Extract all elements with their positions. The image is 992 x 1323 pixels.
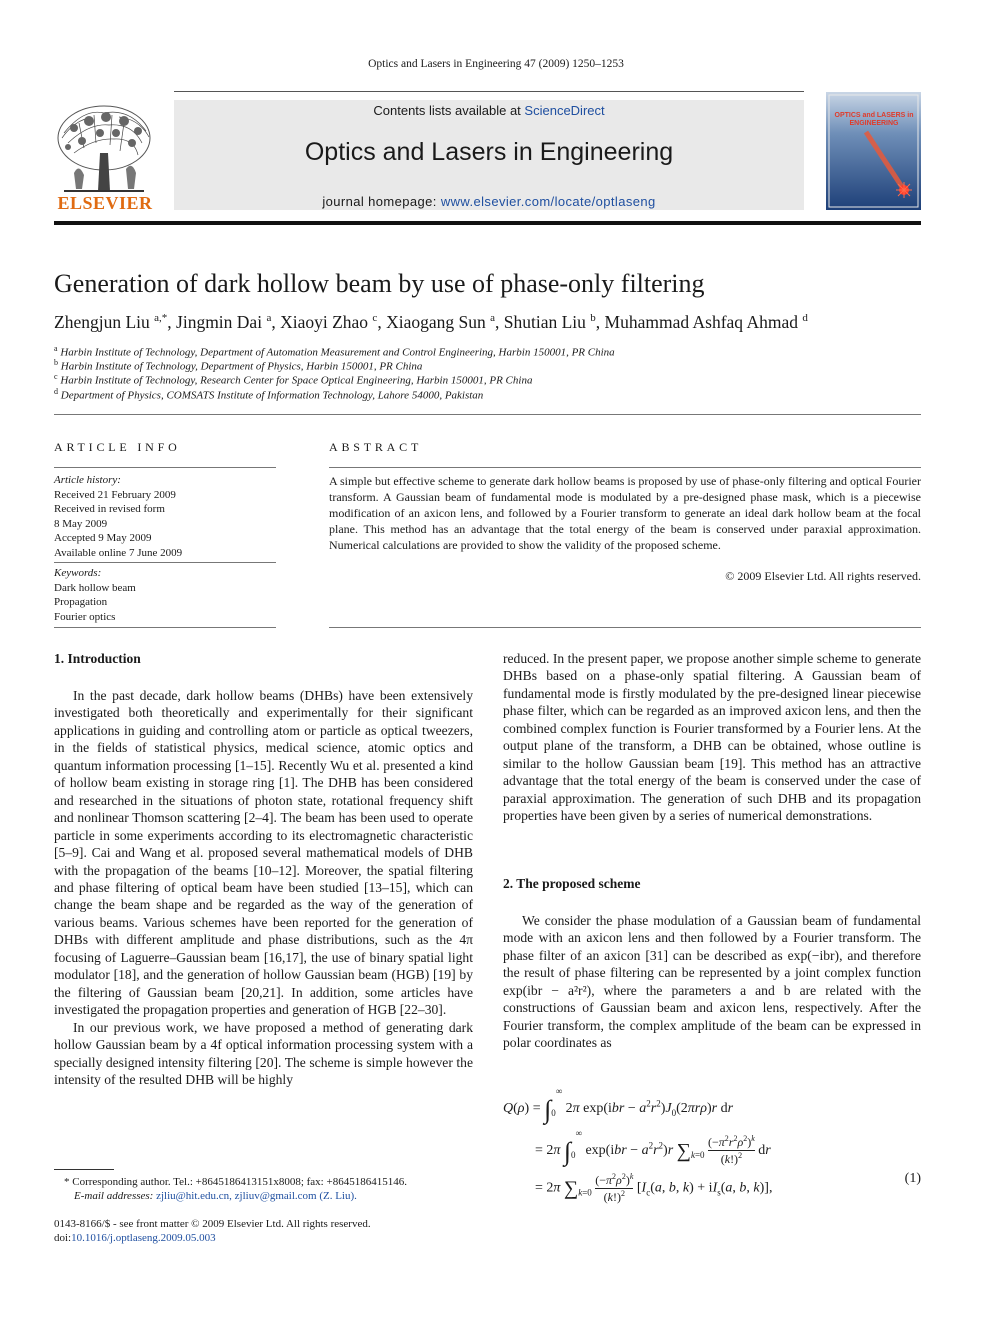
history-item: 8 May 2009	[54, 517, 108, 530]
doi-label: doi:	[54, 1232, 72, 1244]
history-item: Received 21 February 2009	[54, 488, 176, 501]
homepage-link[interactable]: www.elsevier.com/locate/optlaseng	[440, 194, 656, 209]
affiliation-divider	[54, 414, 921, 415]
author-sup: a,*	[154, 312, 168, 325]
affiliation-sup: c	[54, 372, 58, 381]
homepage-line	[174, 194, 804, 209]
article-history	[54, 473, 276, 560]
affiliation-text: Department of Physics, COMSATS Institute of Information Technology, Lahore 54000, Pakistan	[60, 389, 484, 402]
issn-line: 0143-8166/$ - see front matter © 2009 Elsevier Ltd. All rights reserved.	[54, 1218, 371, 1230]
history-item: Received in revised form	[54, 503, 165, 515]
article-info-heading: ARTICLE INFO	[54, 440, 181, 454]
equation-1: $Q(\rho) = \int_0^\infty$ 2π $\exp(ibr - a^2r^2)J_0(2\pi r\rho)r$ dr = 2π $\int_0^\infty$ $\exp(ibr - a^2r^2)r$ $\sum_{k=0}$ $\frac{(-\pi^2r^2\rho^2)^k}{(k!)^2}$ dr = 2π $\sum_{k=0}$ $\frac{(-\pi^2\rho^2)^k}{(k!)^2}$ [$I_c(a$, b, $k) + iI_s(a$, b, k)], (1)	[503, 1086, 921, 1204]
left-column-body	[54, 687, 473, 1088]
equation-number: (1)	[904, 1171, 921, 1186]
email-line	[54, 1189, 484, 1203]
keywords	[54, 566, 276, 624]
author-sup: c	[372, 312, 378, 325]
history-item: Accepted 9 May 2009	[54, 532, 152, 544]
elsevier-wordmark: ELSEVIER	[57, 193, 153, 213]
history-rule	[54, 562, 276, 563]
copyright: © 2009 Elsevier Ltd. All rights reserved.	[725, 569, 921, 583]
author-name: Shutian Liu	[503, 312, 586, 332]
affiliation	[54, 387, 483, 402]
author-name: Zhengjun Liu	[54, 312, 150, 332]
affiliation	[54, 372, 532, 387]
email-links[interactable]: zjliu@hit.edu.cn, zjliuv@gmail.com (Z. Liu).	[156, 1190, 357, 1202]
abstract-heading: ABSTRACT	[329, 440, 423, 454]
abstract-bottom-rule	[329, 627, 921, 628]
front-matter	[54, 1217, 484, 1245]
contents-line	[174, 103, 804, 118]
corresponding-author: * Corresponding author. Tel.: +8645186413151x8008; fax: +8645186415146.	[64, 1176, 407, 1188]
abstract-text: A simple but effective scheme to generate dark hollow beams is proposed by use of phase-only filtering and optical Fourier transform. A Gaussian beam of fundamental mode is modulated by a pre-designed phase mask, which is a piecewise modification of an axicon lens, and followed by a Fourier transform to generate an ideal dark hollow beam at the focal plane. This method has an advantage that the total energy of the beam is conserved under paraxial approximation. Numerical calculations are provided to show the validity of the proposed scheme.	[329, 474, 921, 552]
keywords-rule	[54, 627, 276, 628]
author-name: Xiaoyi Zhao	[280, 312, 369, 332]
section-heading-proposed-scheme: 2. The proposed scheme	[503, 876, 641, 891]
header-thick-rule	[54, 221, 921, 225]
journal-title: Optics and Lasers in Engineering	[304, 138, 674, 166]
author-name: Xiaogang Sun	[386, 312, 486, 332]
author-sup: a	[266, 312, 272, 325]
contents-prefix: Contents lists available at	[373, 103, 521, 118]
article-info-rule	[54, 467, 276, 468]
author-sup: d	[802, 312, 808, 325]
cover-title: OPTICS and LASERS in ENGINEERING	[834, 112, 914, 127]
author-sup: a	[490, 312, 495, 325]
keyword: Propagation	[54, 596, 108, 608]
right-column-body-2	[503, 912, 921, 1052]
affiliation	[54, 344, 615, 359]
affiliation-text: Harbin Institute of Technology, Department of Automation Measurement and Control Engineering, Harbin 150001, PR China	[60, 346, 615, 359]
history-item: Available online 7 June 2009	[54, 546, 183, 559]
homepage-prefix: journal homepage:	[322, 194, 437, 209]
affiliation	[54, 358, 422, 373]
doi-line	[54, 1231, 484, 1245]
history-label: Article history:	[54, 474, 121, 486]
author-sup: b	[590, 312, 596, 325]
abstract-rule	[329, 467, 921, 468]
sciencedirect-link[interactable]: ScienceDirect	[524, 103, 605, 118]
author-list: Zhengjun Liu $^{a,*}$, Jingmin Dai $^a$, Xiaoyi Zhao $^c$, Xiaogang Sun $^a$, Shutian Liu $^b$, Muhammad Ashfaq Ahmad $^d$	[54, 312, 808, 332]
keyword: Fourier optics	[54, 610, 116, 623]
email-label: E-mail addresses:	[74, 1190, 154, 1202]
footnote-rule	[54, 1169, 114, 1170]
paragraph: reduced. In the present paper, we propose another simple scheme to generate DHBs based on a phase-only spatial filtering. A Gaussian beam of fundamental mode is firstly modulated by the pre-designed linear piecewise phase filter, which can be regarded as an improved axicon lens, and then the combined complex function is Fourier transformed by a Fourier lens. At the output plane of the transform, a DHB can be obtained, whose outline is similar to the hollow Gaussian beam [19]. This method has an attractive advantage that the total energy of the beam is conserved under the case of paraxial approximation. The generation of such DHB and its propagation properties have been given by a series of numerical demonstrations.	[503, 651, 921, 824]
paragraph: We consider the phase modulation of a Gaussian beam of fundamental mode with an axicon lens and then followed by a Fourier transform. The phase filter of an axicon [31] can be described as exp(−ibr), and therefore the result of phase filtering can be represented by a joint complex function exp(ibr − a²r²), where the parameters a and b are related with the constructions of Gaussian beam and axicon lens, respectively. After the Fourier transform, the complex amplitude of the beam can be expressed in polar coordinates as	[503, 913, 921, 1051]
affiliation-text: Harbin Institute of Technology, Research Center for Space Optical Engineering, Harbin 150001, PR China	[60, 374, 533, 387]
journal-cover-image	[826, 92, 921, 210]
article-title: Generation of dark hollow beam by use of phase-only filtering	[54, 269, 705, 298]
affiliation-sup: b	[54, 358, 58, 367]
affiliation-text: Harbin Institute of Technology, Department of Physics, Harbin 150001, PR China	[60, 360, 423, 373]
paragraph: In the past decade, dark hollow beams (DHBs) have been extensively investigated both theoretically and experimentally for their significant applications in guiding and controlling atom or particle as optical tweezers, in the fields of statistical physics, medical science, atomic optics and quantum information processing [1–15]. Recently Wu et al. presented a kind of hollow beam existing in storage ring [1]. The DHB has been considered and researched in the situations of photon state, rotational frequency shift and nonlinear Thomson scattering [2–4]. The beam has been used to operate particle in some experiments according to its electromagnetic characteristic [5–9]. Cai and Wang et al. proposed several mathematical models of DHB with the propagation of the beams [10–12]. Moreover, the spatial filtering and phase filtering of optical beam have been studied [13–15], which can change the beam shape and be regarded as the way of the generation of various beams. Various schemes have been reported for the generation of DHBs with different amplitude and phase distributions, such as the 4π focusing of Laguerre–Gaussian beam [16,17], the use of binary spatial light modulator [18], and the generation of hollow Gaussian beam (HGB) [19] by the filtering of Gaussian beam [20,21]. In addition, some articles have investigated the propagation properties and generation of HGB [22–30].	[54, 688, 473, 1018]
header-rule	[174, 91, 804, 92]
author-name: Jingmin Dai	[176, 312, 263, 332]
affiliation-sup: d	[54, 387, 58, 396]
footnote	[54, 1175, 484, 1203]
right-column-body	[503, 650, 921, 825]
keyword: Dark hollow beam	[54, 581, 136, 594]
running-head: Optics and Lasers in Engineering 47 (2009) 1250–1253	[368, 58, 624, 70]
doi-link[interactable]: 10.1016/j.optlaseng.2009.05.003	[71, 1232, 216, 1244]
paragraph: In our previous work, we have proposed a method of generating dark hollow Gaussian beam by a 4f optical information processing system with a specially designed intensity filtering [20]. The scheme is simple however the intensity of the resulted DHB will be highly	[54, 1019, 473, 1087]
keywords-label: Keywords:	[54, 567, 102, 579]
affiliation-sup: a	[54, 344, 58, 353]
journal-header-box	[174, 100, 804, 210]
author-name: Muhammad Ashfaq Ahmad	[604, 312, 798, 332]
section-heading-introduction: 1. Introduction	[54, 651, 141, 666]
